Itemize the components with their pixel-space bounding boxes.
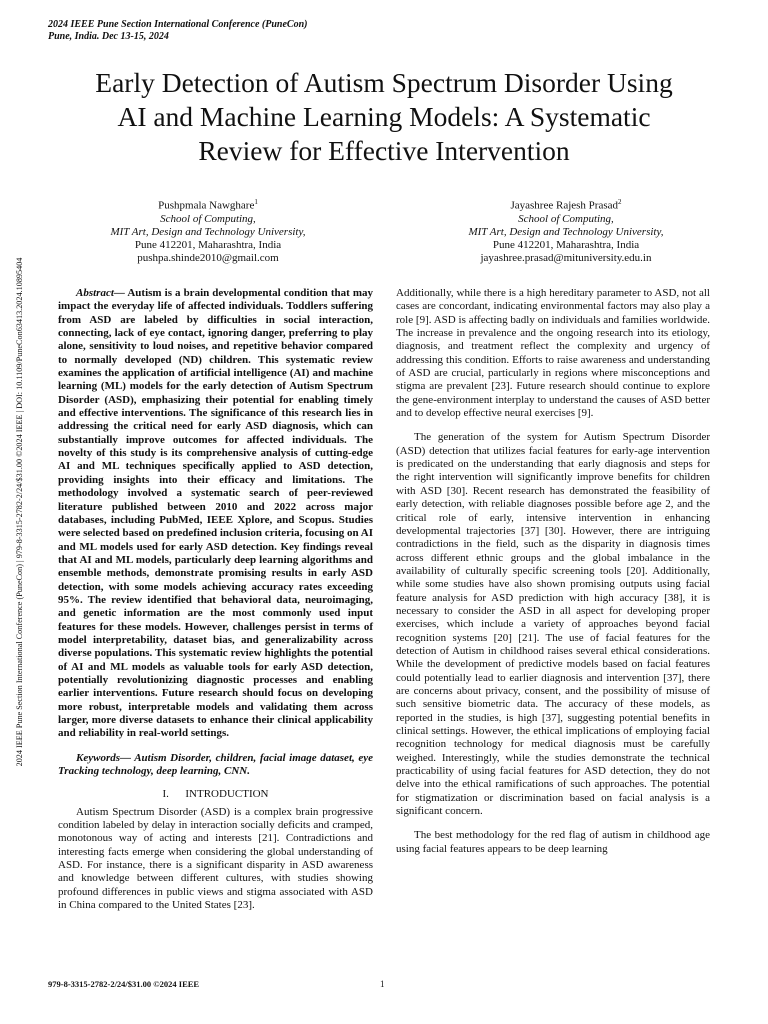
paper-title: [40, 66, 728, 168]
title-line: Early Detection of Autism Spectrum Disorder Using: [95, 67, 673, 98]
intro-paragraph: Autism Spectrum Disorder (ASD) is a complex brain progressive condition labeled by delay in interaction socially deficits and cramped, monotonous way of acting and interests [21]. Contradictions and interesting facts emerge when considering the global understanding of ASD. For instance, there is a significant disparity in ASD awareness and knowledge between different cultures, with studies showing profound differences in public views and stigma associated with ASD in China compared to the United States [23].: [58, 805, 373, 912]
author-email: pushpa.shinde2010@gmail.com: [137, 252, 279, 265]
author-address: Pune 412201, Maharashtra, India: [492, 239, 640, 252]
abstract-text: Autism is a brain developmental condition that may impact the everyday life of affected individuals. Toddlers suffering from ASD are labeled by difficulties in social interaction, connecting, lack of eye contact, ignoring danger, preferring to play alone, sensitivity to loud noises, and repetitive behavior compared to normally developed (ND) children. This systematic review examines the application of artificial intelligence (AI) and machine learning (ML) models for the early detection of Autism Spectrum Disorder (ASD), emphasizing their potential for enabling timely and effective interventions. The significance of this research lies in addressing the critical need for early ASD diagnosis, which can substantially improve outcomes for affected individuals. The novelty of this study is its comprehensive analysis of cutting-edge AI and ML techniques specifically applied to ASD detection, providing insights into their efficacy and limitations. The methodology involved a systematic search of peer-reviewed literature published between 2010 and 2022 across major databases, including PubMed, IEEE Xplore, and Scopus. Studies were selected based on predefined inclusion criteria, focusing on AI and ML models used for early ASD detection. Key findings reveal that AI and ML models, particularly deep learning algorithms and ensemble methods, demonstrate promising results in early ASD detection, with some models achieving accuracy rates exceeding 95%. The review identified that behavioral data, neuroimaging, and genetic information are the most commonly used input features for these models. However, challenges persist in terms of model interpretability, dataset bias, and generalizability across diverse populations. This systematic review highlights the potential of AI and ML models as valuable tools for early ASD detection, potentially revolutionizing diagnostic processes and enabling earlier interventions. Future research should focus on developing more robust, interpretable models and validating them across larger, more diverse datasets to enhance their clinical applicability and reliability in real-world settings.: [58, 287, 373, 740]
right-column: [396, 287, 710, 856]
author-mark: 1: [254, 198, 258, 206]
author-name: Jayashree Rajesh Prasad: [510, 199, 619, 212]
conference-location: Pune, India. Dec 13-15, 2024: [48, 31, 169, 42]
keywords-label: Keywords—: [76, 751, 131, 764]
conference-header: [48, 19, 307, 43]
title-line: AI and Machine Learning Models: A Systematic: [117, 101, 651, 132]
author-mark: 2: [618, 198, 622, 206]
author-block-2: [416, 196, 716, 266]
author-name: Pushpmala Nawghare: [158, 199, 255, 212]
body-paragraph: The generation of the system for Autism Spectrum Disorder (ASD) detection that utilizes facial features for early-age intervention is predicated on the understanding that early diagnosis and steps for the right intervention will significantly improve benefits for children with ASD [30]. Recent research has demonstrated the feasibility of early detection, with reliable diagnoses possible before age 2, and the critical role of early, intensive intervention in enhancing developmental trajectories [37] [30]. However, there are intriguing contradictions in the field, such as the disparity in diagnosis times across different ethnic groups and the global imbalance in the availability of culturally specific screening tools [20]. Additionally, while some studies have also shown promising outputs using facial feature analysis for ASD prediction with high accuracy [38], it is necessary to consider the ASD in all aspect for developing proper exercises, which include a variety of approaches beyond facial recognition systems [20] [21]. The use of facial features for the detection of Autism in childhood raises several ethical considerations. While the development of predictive models based on facial features could potentially lead to earlier diagnosis and intervention [37], there are concerns about privacy, consent, and the possibility of misuse of such sensitive biometric data. The accuracy of these models, as reported in the studies, is high [37], suggesting potential benefits in clinical settings. However, the ethical implications of employing facial recognition technology for medical diagnosis must be carefully weighed. Interestingly, while the studies demonstrate the technical practicability of using facial features for ASD detection, they do not delve into the ethical ramifications of such approaches. The potential for stigmatization or discrimination based on facial analysis is a significant concern.: [396, 431, 710, 818]
side-doi-text: 2024 IEEE Pune Section International Conference (PuneCon) | 979-8-3315-2782-2/24/$31.00 ©2024 IEEE | DOI: 10.1109/PuneCon63413.2024.10895404: [15, 257, 24, 767]
abstract-label: Abstract—: [76, 287, 125, 299]
author-school: School of Computing,: [518, 212, 614, 225]
author-school: School of Computing,: [160, 212, 256, 225]
author-university: MIT Art, Design and Technology University,: [468, 226, 664, 239]
body-paragraph: The best methodology for the red flag of autism in childhood age using facial features appears to be deep learning: [396, 829, 710, 855]
abstract: [58, 287, 373, 741]
author-university: MIT Art, Design and Technology University,: [110, 226, 306, 239]
page-number: 1: [380, 979, 385, 989]
author-address: Pune 412201, Maharashtra, India: [134, 239, 282, 252]
title-line: Review for Effective Intervention: [198, 135, 570, 166]
author-block-1: [58, 196, 358, 266]
conference-name: 2024 IEEE Pune Section International Conference (PuneCon): [48, 19, 308, 30]
left-column: [58, 287, 373, 912]
section-heading-introduction: I. INTRODUCTION: [162, 788, 269, 801]
author-email: jayashree.prasad@mituniversity.edu.in: [480, 252, 652, 265]
footer-isbn: 979-8-3315-2782-2/24/$31.00 ©2024 IEEE: [48, 979, 200, 989]
keywords: [58, 752, 373, 779]
body-paragraph: Additionally, while there is a high hereditary parameter to ASD, not all cases are concordant, indicating environmental factors may also play a role [9]. ASD is affecting badly on individuals and families worldwide. The increase in prevalence and the ongoing research into its etiology, diagnosis, and treatment reflect the complexity and urgency of addressing this condition. Efforts to raise awareness and understanding of ASD are crucial, particularly in regions where misconceptions and stigma are prevalent [23]. Future research should continue to explore the gene-environment interplay to understand the causes of ASD better and to develop effective neural exercises [9].: [396, 287, 710, 420]
keywords-text: Autism Disorder, children, facial image dataset, eye Tracking technology, deep learning, CNN.: [58, 751, 373, 778]
